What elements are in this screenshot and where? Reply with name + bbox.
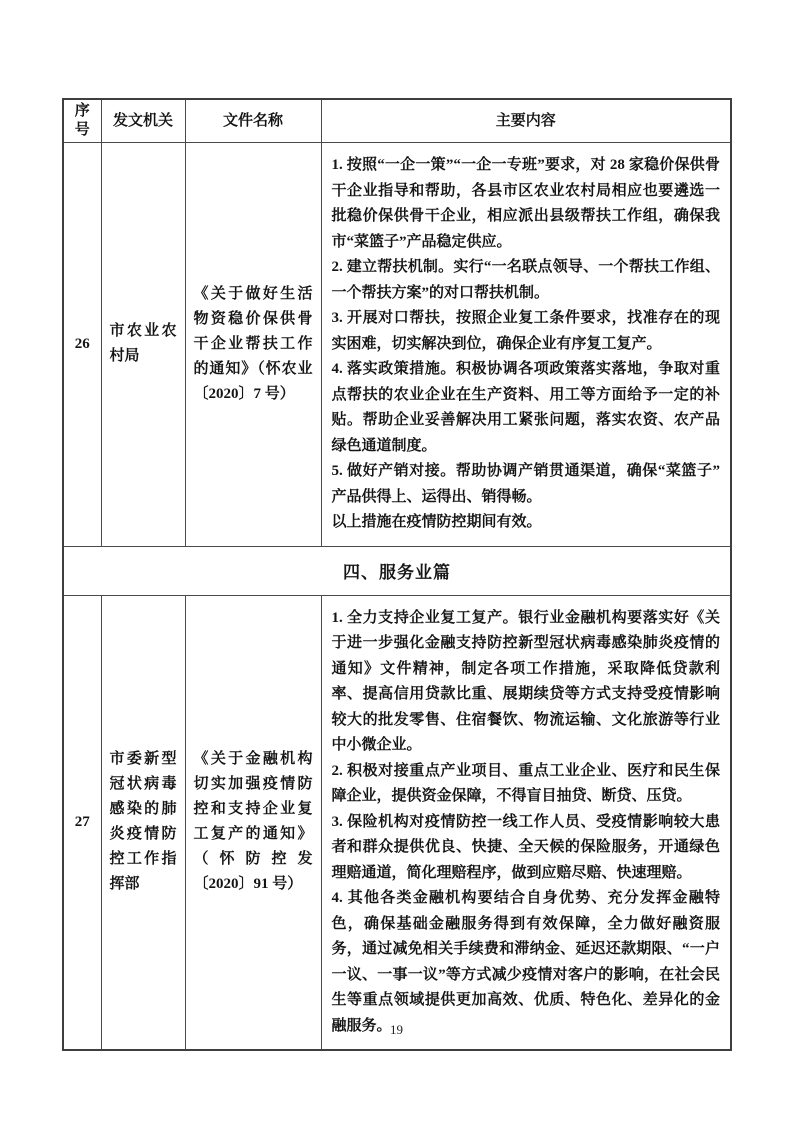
- table-row: [63, 143, 731, 547]
- agency-cell: 市农业农村局: [101, 143, 185, 547]
- content-paragraph: 1. 按照“一企一策”“一企一专班”要求，对 28 家稳价保供骨干企业指导和帮助，各县市区农业农村局相应也要遴选一批稳价保供骨干企业，相应派出县级帮扶工作组，确保我市“菜篮子”产品稳定供应。: [331, 157, 720, 250]
- header-cell-index: 序号: [63, 99, 101, 143]
- section-title: 四、服务业篇: [63, 546, 731, 595]
- agency-cell: 市委新型冠状病毒感染的肺炎疫情防控工作指挥部: [101, 595, 185, 1050]
- table-row: [63, 595, 731, 1050]
- content-paragraph: 2. 积极对接重点产业项目、重点工业企业、医疗和民生保障企业，提供资金保障，不得盲目抽贷、断贷、压贷。: [331, 762, 720, 804]
- content-paragraph: 3. 保险机构对疫情防控一线工作人员、受疫情影响较大患者和群众提供优良、快捷、全天候的保险服务，开通绿色理赔通道，简化理赔程序，做到应赔尽赔、快速理赔。: [331, 813, 720, 881]
- content-paragraph: 4. 其他各类金融机构要结合自身优势、充分发挥金融特色，确保基础金融服务得到有效保障，全力做好融资服务，通过减免相关手续费和滞纳金、延迟还款期限、“一户一议、一事一议”等方式减少疫情对客户的影响，在社会民生等重点领域提供更加高效、优质、特色化、差异化的金融服务。: [331, 890, 720, 1034]
- page-number: 19: [390, 1022, 403, 1037]
- header-cell-document: 文件名称: [185, 99, 321, 143]
- documents-table: [62, 98, 732, 1051]
- section-header-row: [63, 546, 731, 595]
- content-paragraph: 以上措施在疫情防控期间有效。: [331, 514, 542, 530]
- row-index: 26: [63, 143, 101, 547]
- content-paragraph: 2. 建立帮扶机制。实行“一名联点领导、一个帮扶工作组、一个帮扶方案”的对口帮扶机制。: [331, 259, 720, 301]
- content-paragraph: 1. 全力支持企业复工复产。银行业金融机构要落实好《关于进一步强化金融支持防控新型冠状病毒感染肺炎疫情的通知》文件精神，制定各项工作措施，采取降低贷款利率、提高信用贷款比重、展期续贷等方式支持受疫情影响较大的批发零售、住宿餐饮、物流运输、文化旅游等行业中小微企业。: [331, 609, 720, 753]
- document-name-cell: 《关于金融机构切实加强疫情防控和支持企业复工复产的通知》（怀防控发〔2020〕91 号）: [185, 595, 321, 1050]
- content-paragraph: 3. 开展对口帮扶，按照企业复工条件要求，找准存在的现实困难，切实解决到位，确保企业有序复工复产。: [331, 310, 720, 352]
- row-index: 27: [63, 595, 101, 1050]
- content-paragraph: 4. 落实政策措施。积极协调各项政策落实落地，争取对重点帮扶的农业企业在生产资料、用工等方面给予一定的补贴。帮助企业妥善解决用工紧张问题，落实农资、农产品绿色通道制度。: [331, 361, 720, 454]
- main-content-cell: [321, 595, 731, 1050]
- header-cell-agency: 发文机关: [101, 99, 185, 143]
- header-cell-content: 主要内容: [321, 99, 731, 143]
- table-header-row: [63, 99, 731, 143]
- document-name-cell: 《关于做好生活物资稳价保供骨干企业帮扶工作的通知》（怀农业〔2020〕7 号）: [185, 143, 321, 547]
- main-content-cell: [321, 143, 731, 547]
- content-paragraph: 5. 做好产销对接。帮助协调产销贯通渠道，确保“菜篮子”产品供得上、运得出、销得畅。: [331, 463, 720, 505]
